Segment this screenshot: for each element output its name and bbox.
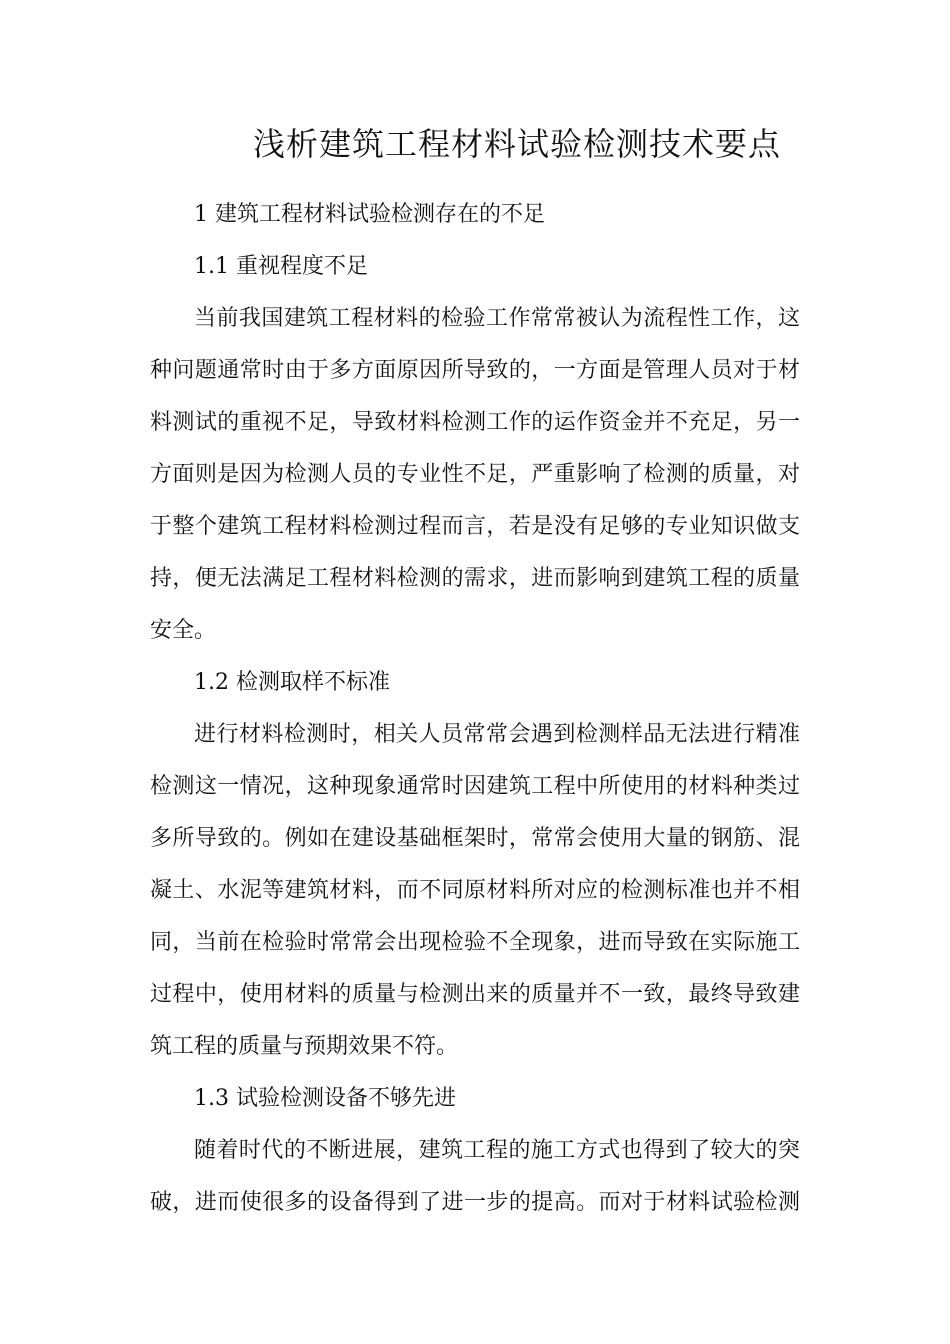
paragraph-line: 持，便无法满足工程材料检测的需求，进而影响到建筑工程的质量 bbox=[150, 566, 800, 591]
subsection-heading: 1.2 检测取样不标准 bbox=[194, 670, 390, 695]
paragraph-line: 于整个建筑工程材料检测过程而言，若是没有足够的专业知识做支 bbox=[150, 514, 800, 539]
paragraph-line: 多所导致的。例如在建设基础框架时，常常会使用大量的钢筋、混 bbox=[150, 826, 800, 851]
document-title: 浅析建筑工程材料试验检测技术要点 bbox=[252, 125, 781, 163]
paragraph-line: 方面则是因为检测人员的专业性不足，严重影响了检测的质量，对 bbox=[150, 462, 800, 487]
paragraph-line: 筑工程的质量与预期效果不符。 bbox=[150, 1034, 459, 1059]
subsection-heading: 1.3 试验检测设备不够先进 bbox=[194, 1086, 456, 1111]
paragraph-line: 过程中，使用材料的质量与检测出来的质量并不一致，最终导致建 bbox=[150, 982, 800, 1007]
paragraph-line: 凝土、水泥等建筑材料，而不同原材料所对应的检测标准也并不相 bbox=[150, 878, 800, 903]
section-heading: 1 建筑工程材料试验检测存在的不足 bbox=[194, 202, 545, 227]
paragraph-line: 检测这一情况，这种现象通常时因建筑工程中所使用的材料种类过 bbox=[150, 774, 800, 799]
paragraph-line: 破，进而使很多的设备得到了进一步的提高。而对于材料试验检测 bbox=[150, 1190, 800, 1215]
paragraph-line: 进行材料检测时，相关人员常常会遇到检测样品无法进行精准 bbox=[194, 722, 800, 747]
subsection-heading: 1.1 重视程度不足 bbox=[194, 254, 368, 279]
paragraph-line: 种问题通常时由于多方面原因所导致的，一方面是管理人员对于材 bbox=[150, 358, 800, 383]
paragraph-line: 随着时代的不断进展，建筑工程的施工方式也得到了较大的突 bbox=[194, 1138, 800, 1163]
paragraph-line: 料测试的重视不足，导致材料检测工作的运作资金并不充足，另一 bbox=[150, 410, 800, 435]
paragraph-line: 安全。 bbox=[150, 618, 217, 643]
paragraph-line: 当前我国建筑工程材料的检验工作常常被认为流程性工作，这 bbox=[194, 306, 800, 331]
paragraph-line: 同，当前在检验时常常会出现检验不全现象，进而导致在实际施工 bbox=[150, 930, 800, 955]
